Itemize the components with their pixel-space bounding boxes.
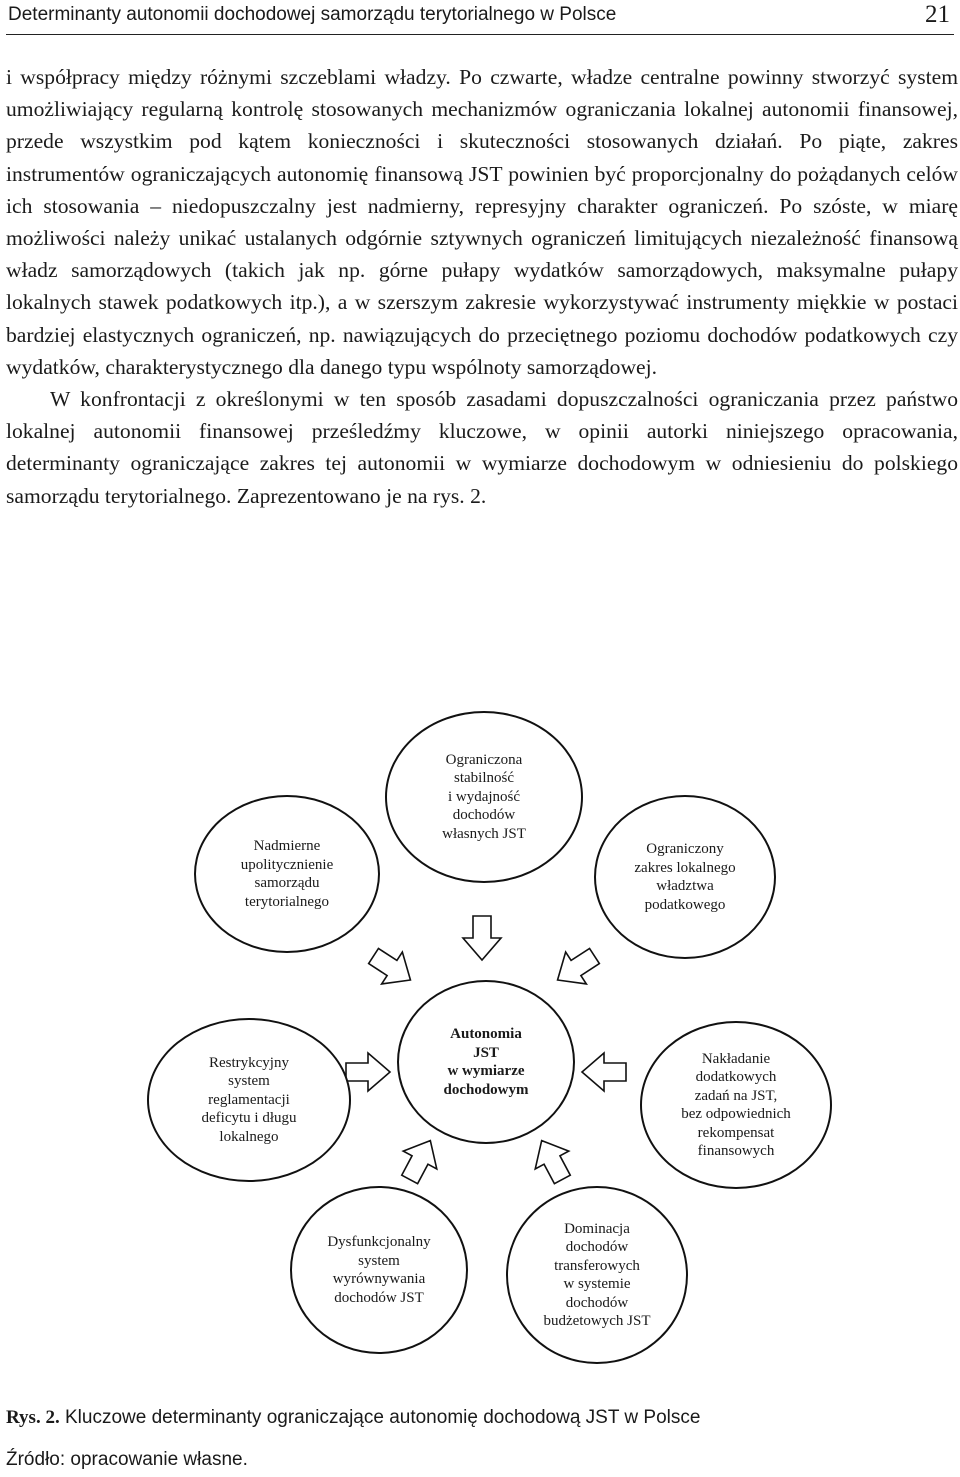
arrow-from-top-icon	[463, 916, 501, 960]
bubble-center	[397, 980, 575, 1144]
bubble-upper-right	[594, 795, 776, 959]
bubble-upper-left	[194, 795, 380, 953]
bubble-top	[385, 711, 583, 883]
arrow-from-upper-left-icon	[363, 940, 421, 996]
bubble-center-label: Autonomia JST w wymiarze dochodowym	[443, 1026, 529, 1098]
figure-caption-text: Kluczowe determinanty ograniczające autonomię dochodową JST w Polsce	[59, 1407, 701, 1428]
paragraph-1: i współpracy między różnymi szczeblami władzy. Po czwarte, władze centralne powinny stworzyć system umożliwiający regularną kontrolę stosowanych mechanizmów ograniczania lokalnej autonomii finansowej, przede wszystkim pod kątem konieczności i skuteczności stosowanych działań. Po piąte, zakres instrumentów ograniczających autonomię finansową JST powinien być proporcjonalny do pożądanych celów ich stosowania – niedopuszczalny jest nadmierny, represyjny charakter ograniczeń. Po szóste, w miarę możliwości należy unikać ustalanych odgórnie sztywnych ograniczeń limitujących niezależność finansową władz samorządowych (takich jak np. górne pułapy wydatków samorządowych, maksymalne pułapy lokalnych stawek podatkowych itp.), a w szerszym zakresie wykorzystywać instrumenty miękkie w postaci bardziej elastycznych ograniczeń, np. nawiązujących do przeciętnego poziomu dochodów podatkowych czy wydatków, charakterystycznego dla danego typu wspólnoty samorządowej.	[6, 65, 958, 379]
figure-source: Źródło: opracowanie własne.	[6, 1449, 248, 1470]
arrow-from-upper-right-icon	[547, 940, 605, 996]
bubble-right-label: Nakładanie dodatkowych zadań na JST, bez odpowiednich rekompensat finansowych	[681, 1050, 791, 1159]
bubble-bottom-left	[290, 1186, 468, 1354]
arrow-from-bottom-left-icon	[393, 1132, 447, 1189]
page-number: 21	[925, 1, 950, 28]
body-text	[6, 61, 958, 512]
bubble-right	[640, 1021, 832, 1189]
bubble-bottom-right	[506, 1186, 688, 1364]
arrow-from-bottom-right-icon	[525, 1132, 579, 1189]
bubble-upper-left-label: Nadmierne upolitycznienie samorządu terytorialnego	[240, 838, 334, 910]
paragraph-2: W konfrontacji z określonymi w ten sposób zasadami dopuszczalności ograniczania przez państwo lokalnej autonomii finansowej prześledźmy kluczowe, w opinii autorki niniejszego opracowania, determinanty ograniczające zakres tej autonomii w wymiarze dochodowym w odniesieniu do polskiego samorządu terytorialnego. Zaprezentowano je na rys. 2.	[6, 387, 958, 508]
figure-caption-label: Rys. 2.	[6, 1407, 60, 1428]
bubble-bottom-right-label: Dominacja dochodów transferowych w systemie dochodów budżetowych JST	[543, 1220, 651, 1329]
running-header	[6, 0, 954, 35]
figure-caption	[6, 1407, 700, 1429]
bubble-left-label: Restrykcyjny system reglamentacji deficytu i długu lokalnego	[201, 1054, 297, 1145]
bubble-left	[147, 1018, 351, 1182]
bubble-bottom-left-label: Dysfunkcjonalny system wyrównywania dochodów JST	[327, 1234, 431, 1306]
running-header-title: Determinanty autonomii dochodowej samorządu terytorialnego w Polsce	[8, 4, 617, 25]
arrow-from-right-icon	[582, 1053, 626, 1091]
determinants-diagram	[0, 700, 960, 1390]
bubble-top-label: Ograniczona stabilność i wydajność dochodów własnych JST	[442, 751, 526, 842]
arrow-from-left-icon	[346, 1053, 390, 1091]
bubble-upper-right-label: Ograniczony zakres lokalnego władztwa podatkowego	[634, 841, 736, 913]
